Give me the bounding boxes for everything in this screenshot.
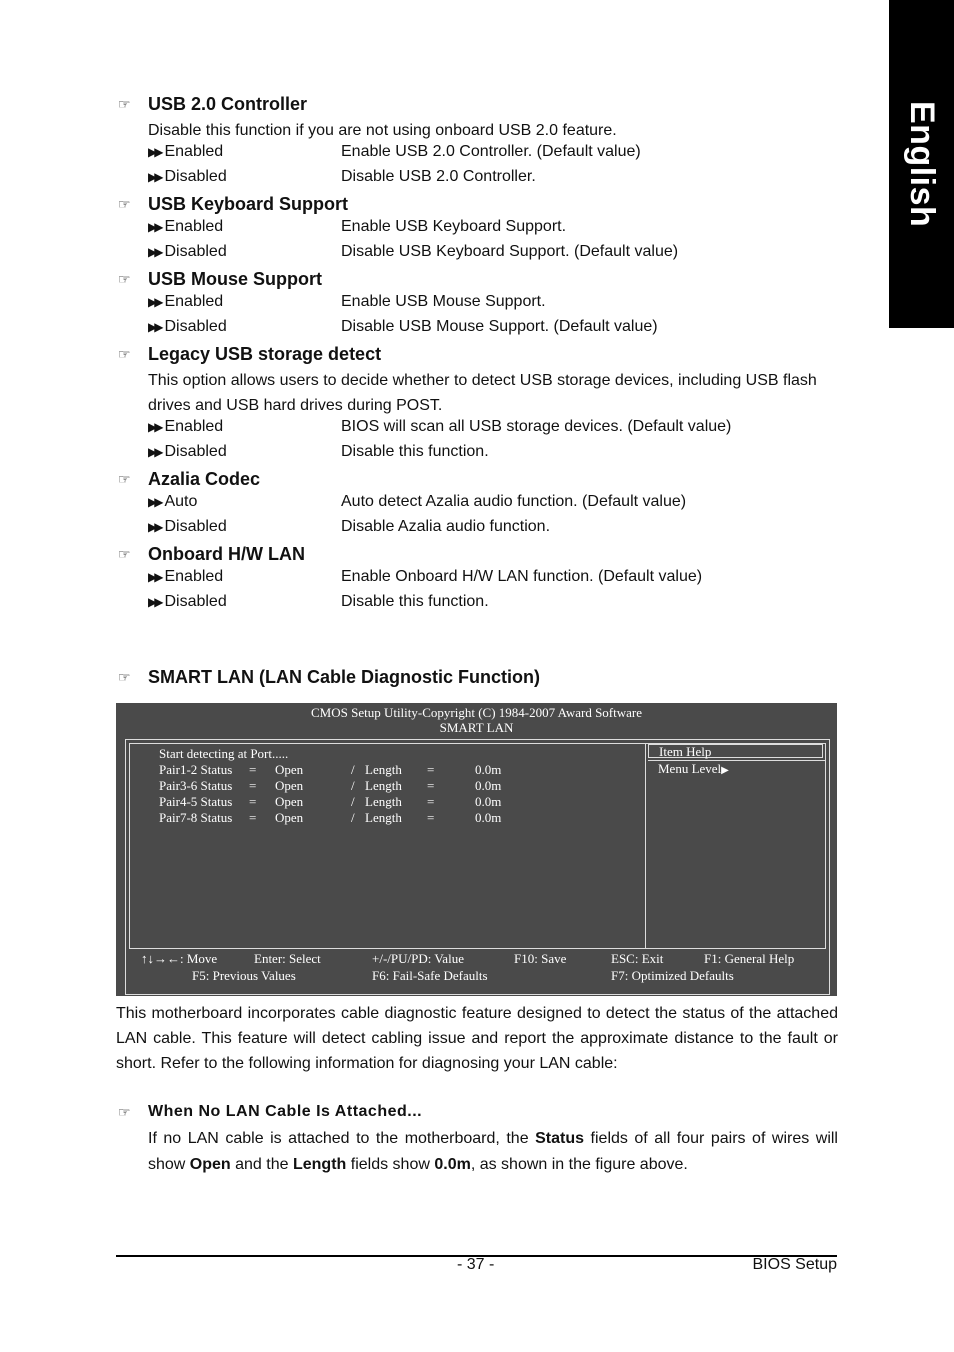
pair-eq: = bbox=[249, 778, 257, 793]
option-text: Auto bbox=[164, 493, 198, 510]
bios-screen bbox=[116, 703, 837, 996]
language-tab bbox=[889, 0, 954, 328]
option-desc: BIOS will scan all USB storage devices. (Default value) bbox=[341, 418, 732, 435]
bold-run: 0.0m bbox=[434, 1156, 471, 1173]
option-label bbox=[148, 143, 223, 161]
option-text: Disabled bbox=[164, 318, 227, 335]
section-usb20-heading bbox=[118, 94, 307, 115]
section-usb20-intro: Disable this function if you are not using onboard USB 2.0 feature. bbox=[148, 122, 617, 139]
pair-status[interactable]: Open bbox=[275, 794, 304, 809]
pair-eq2: = bbox=[427, 778, 435, 793]
section-title: USB Mouse Support bbox=[148, 269, 322, 289]
key-save: F10: Save bbox=[514, 951, 567, 966]
double-arrow-icon: ▶▶ bbox=[148, 170, 161, 184]
key-optimized: F7: Optimized Defaults bbox=[611, 968, 734, 983]
pointing-hand-icon: ☞ bbox=[118, 546, 131, 562]
double-arrow-icon: ▶▶ bbox=[148, 520, 161, 534]
bold-run: Status bbox=[535, 1130, 585, 1147]
pointing-hand-icon: ☞ bbox=[118, 196, 131, 212]
pair-sep: / bbox=[351, 762, 355, 777]
text-run: and the bbox=[230, 1156, 293, 1173]
key-enter: Enter: Select bbox=[254, 951, 321, 966]
section-usbkb-heading bbox=[118, 194, 348, 215]
pair-eq: = bbox=[249, 810, 257, 825]
section-legacy-intro: This option allows users to decide whether to detect USB storage devices, including USB flash drives and USB hard drives during POST. bbox=[148, 372, 817, 414]
bold-run: Open bbox=[189, 1156, 231, 1173]
option-desc: Enable USB 2.0 Controller. (Default value) bbox=[341, 143, 641, 160]
option-text: Disabled bbox=[164, 593, 227, 610]
section-title: Legacy USB storage detect bbox=[148, 344, 382, 364]
double-arrow-icon: ▶▶ bbox=[148, 595, 161, 609]
section-usbmouse-heading bbox=[118, 269, 322, 290]
double-arrow-icon: ▶▶ bbox=[148, 570, 161, 584]
text-run: , as shown in the figure above. bbox=[470, 1156, 688, 1173]
option-text: Disabled bbox=[164, 443, 227, 460]
option-label bbox=[148, 218, 223, 236]
nocable-paragraph bbox=[148, 1126, 838, 1178]
pair-sep: / bbox=[351, 794, 355, 809]
bios-main-panel bbox=[129, 743, 826, 949]
pair-status[interactable]: Open bbox=[275, 810, 304, 825]
option-label bbox=[148, 243, 227, 261]
pair-name: Pair1-2 Status bbox=[159, 762, 233, 777]
double-arrow-icon: ▶▶ bbox=[148, 295, 161, 309]
option-label bbox=[148, 493, 197, 511]
pair-length-label: Length bbox=[365, 794, 402, 809]
pair-length: 0.0m bbox=[475, 810, 502, 825]
pair-sep: / bbox=[351, 778, 355, 793]
section-lan-heading bbox=[118, 544, 305, 565]
footer-label: BIOS Setup bbox=[752, 1256, 837, 1273]
option-desc: Auto detect Azalia audio function. (Default value) bbox=[341, 493, 687, 510]
option-label bbox=[148, 568, 223, 586]
pair-eq: = bbox=[249, 762, 257, 777]
pointing-hand-icon: ☞ bbox=[118, 271, 131, 287]
smart-lan-description: This motherboard incorporates cable diagnostic feature designed to detect the status of the attached LAN cable. This feature will detect cabling issue and report the approximate distance to the fault or short. Refer to the following information for diagnosing your LAN cable: bbox=[116, 1005, 838, 1072]
pointing-hand-icon: ☞ bbox=[118, 471, 131, 487]
pair-name: Pair3-6 Status bbox=[159, 778, 233, 793]
pair-length-label: Length bbox=[365, 762, 402, 777]
option-text: Enabled bbox=[164, 418, 224, 435]
double-arrow-icon: ▶▶ bbox=[148, 320, 161, 334]
pair-eq2: = bbox=[427, 762, 435, 777]
option-label bbox=[148, 168, 227, 186]
option-text: Disabled bbox=[164, 518, 227, 535]
bios-frame bbox=[125, 739, 830, 995]
key-previous: F5: Previous Values bbox=[192, 968, 296, 983]
option-label bbox=[148, 443, 227, 461]
pair-length: 0.0m bbox=[475, 794, 502, 809]
pair-eq: = bbox=[249, 794, 257, 809]
pair-eq2: = bbox=[427, 810, 435, 825]
pointing-hand-icon: ☞ bbox=[118, 96, 131, 112]
option-desc: Disable USB Mouse Support. (Default value) bbox=[341, 318, 658, 335]
option-label bbox=[148, 418, 223, 436]
option-desc: Enable Onboard H/W LAN function. (Default value) bbox=[341, 568, 703, 585]
key-exit: ESC: Exit bbox=[611, 951, 664, 966]
double-arrow-icon: ▶▶ bbox=[148, 245, 161, 259]
option-desc: Enable USB Keyboard Support. bbox=[341, 218, 567, 235]
text-run: fields of all four pairs of wires will show bbox=[148, 1130, 838, 1173]
option-label bbox=[148, 518, 227, 536]
section-smartlan-heading bbox=[118, 667, 540, 688]
pointing-hand-icon: ☞ bbox=[118, 669, 131, 685]
section-title: SMART LAN (LAN Cable Diagnostic Function) bbox=[148, 667, 540, 687]
key-value: +/-/PU/PD: Value bbox=[372, 951, 464, 966]
text-run: If no LAN cable is attached to the motherboard, the bbox=[148, 1130, 536, 1147]
page-number: - 37 - bbox=[457, 1256, 495, 1273]
option-desc: Enable USB Mouse Support. bbox=[341, 293, 546, 310]
bios-subtitle: SMART LAN bbox=[439, 720, 514, 735]
option-text: Enabled bbox=[164, 218, 224, 235]
section-title: When No LAN Cable Is Attached... bbox=[148, 1103, 423, 1120]
item-help-header: Item Help bbox=[648, 744, 823, 758]
pair-status[interactable]: Open bbox=[275, 762, 304, 777]
language-tab-label: English bbox=[903, 100, 941, 228]
pointing-hand-icon: ☞ bbox=[118, 1103, 132, 1120]
double-arrow-icon: ▶▶ bbox=[148, 145, 161, 159]
menu-level-label: Menu Level bbox=[658, 761, 722, 776]
option-text: Disabled bbox=[164, 168, 227, 185]
text-run: fields show bbox=[346, 1156, 435, 1173]
pair-eq2: = bbox=[427, 794, 435, 809]
pair-name: Pair4-5 Status bbox=[159, 794, 233, 809]
pair-length-label: Length bbox=[365, 778, 402, 793]
pair-length: 0.0m bbox=[475, 778, 502, 793]
option-desc: Disable Azalia audio function. bbox=[341, 518, 551, 535]
pointing-hand-icon: ☞ bbox=[118, 346, 131, 362]
triangle-right-icon: ▶ bbox=[721, 765, 729, 776]
pair-length-label: Length bbox=[365, 810, 402, 825]
key-move: ↑↓→←: Move bbox=[141, 951, 218, 966]
bios-start-line: Start detecting at Port..... bbox=[159, 746, 289, 761]
option-label bbox=[148, 318, 227, 336]
pair-length: 0.0m bbox=[475, 762, 502, 777]
section-title: Onboard H/W LAN bbox=[148, 544, 305, 564]
bold-run: Length bbox=[292, 1156, 347, 1173]
section-nocable-heading bbox=[118, 1103, 422, 1121]
key-failsafe: F6: Fail-Safe Defaults bbox=[372, 968, 488, 983]
section-title: Azalia Codec bbox=[148, 469, 261, 489]
option-text: Enabled bbox=[164, 143, 224, 160]
bios-divider bbox=[645, 744, 646, 948]
option-desc: Disable this function. bbox=[341, 593, 489, 610]
key-help: F1: General Help bbox=[704, 951, 795, 966]
double-arrow-icon: ▶▶ bbox=[148, 495, 161, 509]
option-desc: Disable this function. bbox=[341, 443, 489, 460]
bios-title: CMOS Setup Utility-Copyright (C) 1984-2007 Award Software bbox=[310, 705, 642, 720]
pair-sep: / bbox=[351, 810, 355, 825]
option-desc: Disable USB 2.0 Controller. bbox=[341, 168, 536, 185]
double-arrow-icon: ▶▶ bbox=[148, 420, 161, 434]
section-title: USB Keyboard Support bbox=[148, 194, 349, 214]
double-arrow-icon: ▶▶ bbox=[148, 445, 161, 459]
option-text: Enabled bbox=[164, 293, 224, 310]
option-label bbox=[148, 593, 227, 611]
option-text: Disabled bbox=[164, 243, 227, 260]
pair-status[interactable]: Open bbox=[275, 778, 304, 793]
section-azalia-heading bbox=[118, 469, 260, 490]
section-legacy-heading bbox=[118, 344, 381, 365]
double-arrow-icon: ▶▶ bbox=[148, 220, 161, 234]
option-label bbox=[148, 293, 223, 311]
menu-level bbox=[658, 761, 729, 777]
section-title: USB 2.0 Controller bbox=[148, 94, 308, 114]
option-text: Enabled bbox=[164, 568, 224, 585]
option-desc: Disable USB Keyboard Support. (Default value) bbox=[341, 243, 679, 260]
pair-name: Pair7-8 Status bbox=[159, 810, 233, 825]
